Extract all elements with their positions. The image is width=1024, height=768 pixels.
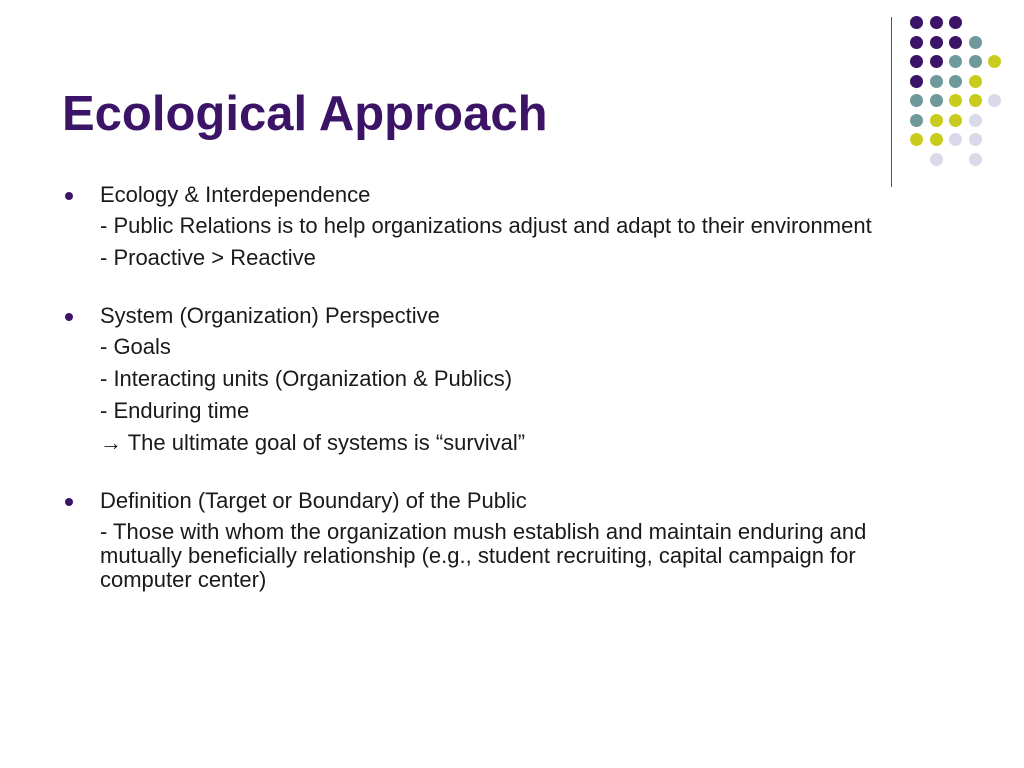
decorative-dot-icon <box>930 133 943 146</box>
bullet-item <box>62 181 962 208</box>
bullet-item <box>62 487 962 514</box>
decorative-dot-icon <box>930 75 943 88</box>
sub-item: → The ultimate goal of systems is “survival” <box>100 430 526 455</box>
decorative-dot-icon <box>910 55 923 68</box>
decorative-dot-icon <box>969 114 982 127</box>
decorative-dot-icon <box>910 75 923 88</box>
decorative-dot-icon <box>930 114 943 127</box>
bullet-section-system <box>62 302 962 455</box>
decorative-dot-icon <box>930 16 943 29</box>
decorative-dot-grid <box>910 16 1010 166</box>
decorative-dot-icon <box>930 55 943 68</box>
bullet-icon <box>65 313 73 321</box>
sub-item: - Goals <box>100 334 171 359</box>
decorative-dot-icon <box>949 94 962 107</box>
bullet-text: Definition (Target or Boundary) of the Public <box>100 488 527 513</box>
bullet-section-ecology <box>62 181 962 270</box>
bullet-text: Ecology & Interdependence <box>100 182 371 207</box>
decorative-dot-icon <box>969 94 982 107</box>
decorative-dot-icon <box>988 94 1001 107</box>
sub-item: - Enduring time <box>100 398 250 423</box>
decorative-dot-icon <box>910 133 923 146</box>
sub-item: - Public Relations is to help organizations adjust and adapt to their environment <box>100 213 872 238</box>
slide-title: Ecological Approach <box>62 87 548 141</box>
sub-item: - Proactive > Reactive <box>100 245 316 270</box>
bullet-item <box>62 302 962 329</box>
decorative-dot-icon <box>910 94 923 107</box>
decorative-dot-icon <box>949 114 962 127</box>
bullet-text: System (Organization) Perspective <box>100 303 440 328</box>
decorative-dot-icon <box>910 114 923 127</box>
decorative-dot-icon <box>949 55 962 68</box>
decorative-dot-icon <box>969 75 982 88</box>
bullet-section-definition <box>62 487 962 592</box>
decorative-dot-icon <box>969 55 982 68</box>
decorative-dot-icon <box>910 16 923 29</box>
title-divider-line <box>891 17 892 187</box>
decorative-dot-icon <box>949 16 962 29</box>
sub-item: - Those with whom the organization mush establish and maintain enduring and mutually beneficially relationship (e.g., student recruiting, capital campaign for computer center) <box>100 519 867 592</box>
decorative-dot-icon <box>949 75 962 88</box>
decorative-dot-icon <box>949 133 962 146</box>
decorative-dot-icon <box>969 133 982 146</box>
decorative-dot-icon <box>930 36 943 49</box>
decorative-dot-icon <box>969 153 982 166</box>
decorative-dot-icon <box>988 55 1001 68</box>
bullet-icon <box>65 192 73 200</box>
decorative-dot-icon <box>949 36 962 49</box>
slide-body <box>62 181 962 624</box>
sub-item: - Interacting units (Organization & Publics) <box>100 366 513 391</box>
decorative-dot-icon <box>969 36 982 49</box>
bullet-icon <box>65 498 73 506</box>
decorative-dot-icon <box>910 36 923 49</box>
decorative-dot-icon <box>930 94 943 107</box>
decorative-dot-icon <box>930 153 943 166</box>
